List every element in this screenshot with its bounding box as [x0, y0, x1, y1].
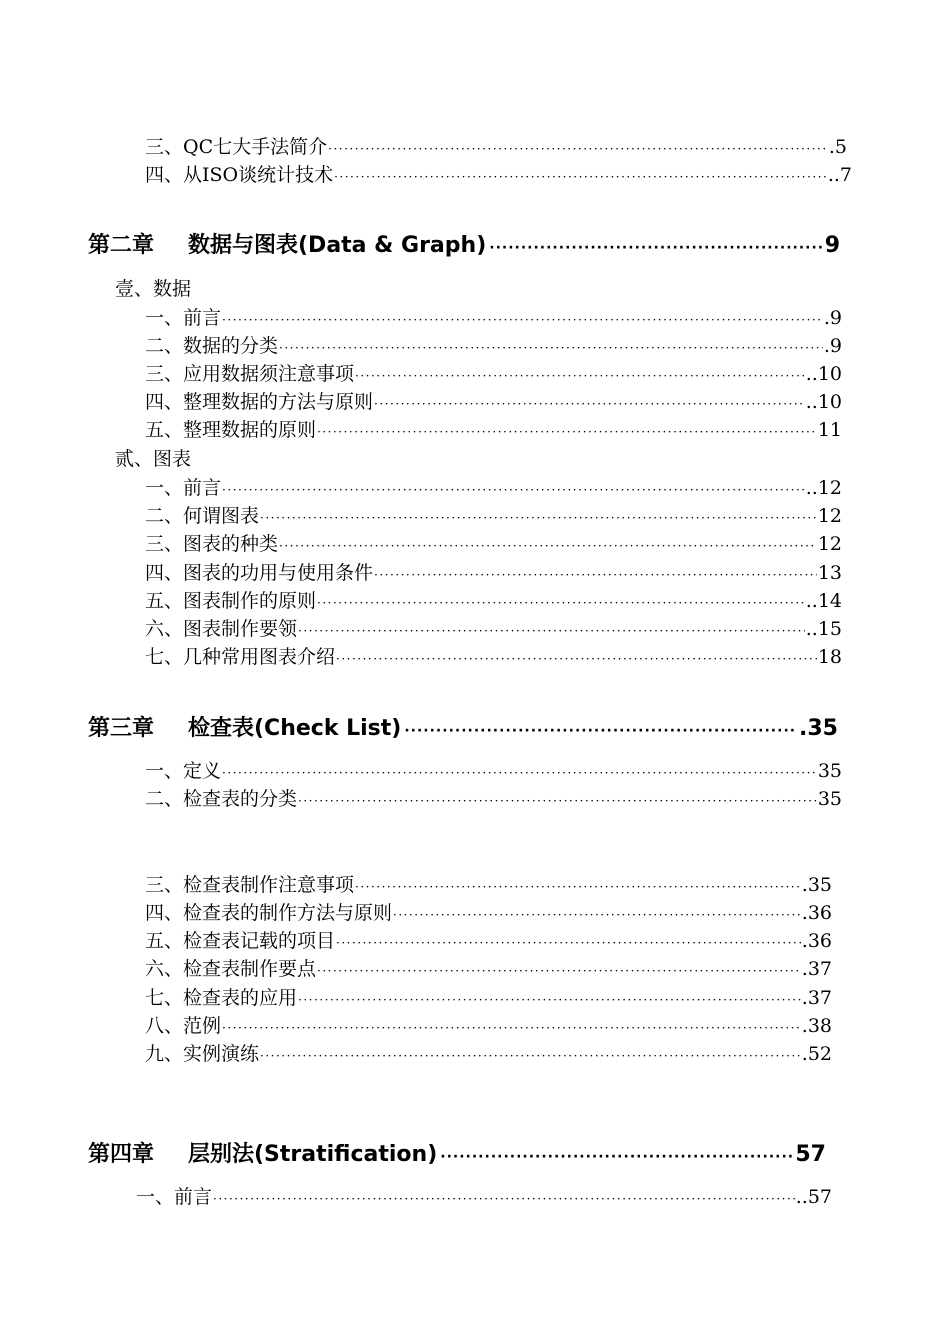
entry-page: 35: [817, 788, 842, 810]
dot-leader: [355, 873, 801, 901]
entry-title: 三、应用数据须注意事项: [145, 363, 355, 385]
entry-page: ..15: [805, 618, 842, 640]
dot-leader: [298, 787, 817, 815]
toc-entry[interactable]: [145, 615, 842, 643]
entry-title: 三、QC七大手法简介: [145, 136, 328, 158]
toc-entry[interactable]: [145, 643, 842, 671]
toc-entry[interactable]: [145, 757, 842, 785]
chapter-title: 层别法(Stratification): [188, 1142, 438, 1167]
dot-leader: [336, 645, 817, 673]
entry-page: 35: [817, 760, 842, 782]
chapter-page: 57: [795, 1142, 826, 1167]
dot-leader: [298, 617, 805, 645]
dot-leader: [260, 504, 817, 532]
chapter-page: .35: [799, 716, 838, 741]
toc-entry[interactable]: [136, 1183, 832, 1211]
entry-page: 11: [817, 419, 842, 441]
chapter-heading[interactable]: [88, 229, 840, 263]
chapter-title: 数据与图表(Data & Graph): [188, 233, 487, 258]
entry-title: 五、图表制作的原则: [145, 590, 317, 612]
toc-entry[interactable]: [145, 899, 832, 927]
entry-page: .5: [828, 136, 847, 158]
entry-page: 13: [817, 562, 842, 584]
entry-title: 五、检查表记载的项目: [145, 930, 336, 952]
entry-title: 三、检查表制作注意事项: [145, 874, 355, 896]
entry-page: 18: [817, 646, 842, 668]
toc-entry[interactable]: [145, 332, 842, 360]
toc-entry[interactable]: [145, 785, 842, 813]
entry-page: .35: [801, 874, 832, 896]
toc-entry[interactable]: [145, 927, 832, 955]
dot-leader: [374, 390, 805, 418]
chapter-heading[interactable]: [88, 712, 838, 746]
toc-entry[interactable]: [145, 984, 832, 1012]
dot-leader: [279, 532, 817, 560]
entry-title: 四、整理数据的方法与原则: [145, 391, 374, 413]
entry-title: 四、检查表的制作方法与原则: [145, 902, 393, 924]
dot-leader: [393, 901, 801, 929]
entry-title: 八、范例: [145, 1015, 222, 1037]
dot-leader: [222, 306, 823, 334]
entry-page: .9: [823, 307, 842, 329]
entry-title: 九、实例演练: [145, 1043, 260, 1065]
toc-entry[interactable]: [145, 416, 842, 444]
toc-entry[interactable]: [145, 502, 842, 530]
toc-entry[interactable]: [145, 559, 842, 587]
entry-page: ..57: [795, 1186, 832, 1208]
chapter-number: 第三章: [88, 716, 155, 741]
section-heading: [115, 275, 191, 303]
entry-title: 六、图表制作要领: [145, 618, 298, 640]
toc-entry[interactable]: [145, 360, 842, 388]
dot-leader: [334, 163, 827, 191]
dot-leader: [298, 986, 801, 1014]
dot-leader: [222, 1014, 801, 1042]
entry-title: 一、定义: [145, 760, 222, 782]
chapter-number: 第四章: [88, 1142, 155, 1167]
entry-title: 六、检查表制作要点: [145, 958, 317, 980]
entry-title: 二、何谓图表: [145, 505, 260, 527]
entry-title: 四、图表的功用与使用条件: [145, 562, 374, 584]
toc-entry[interactable]: [145, 133, 847, 161]
dot-leader: [317, 418, 817, 446]
dot-leader: [374, 561, 817, 589]
dot-leader: [317, 589, 805, 617]
entry-title: 四、从ISO谈统计技术: [145, 164, 334, 186]
entry-page: ..10: [805, 391, 842, 413]
dot-leader: [355, 362, 805, 390]
entry-page: .9: [823, 335, 842, 357]
toc-entry[interactable]: [145, 1040, 832, 1068]
entry-page: .38: [801, 1015, 832, 1037]
section-title: 壹、数据: [115, 278, 192, 300]
entry-title: 七、检查表的应用: [145, 987, 298, 1009]
entry-title: 一、前言: [145, 307, 222, 329]
section-heading: [115, 445, 191, 473]
entry-title: 一、前言: [145, 477, 222, 499]
entry-title: 五、整理数据的原则: [145, 419, 317, 441]
entry-page: ..10: [805, 363, 842, 385]
dot-leader: [489, 231, 821, 265]
chapter-title: 检查表(Check List): [188, 716, 402, 741]
entry-title: 三、图表的种类: [145, 533, 279, 555]
dot-leader: [213, 1185, 795, 1213]
toc-entry[interactable]: [145, 1012, 832, 1040]
toc-entry[interactable]: [145, 530, 842, 558]
entry-page: .37: [801, 958, 832, 980]
dot-leader: [336, 929, 801, 957]
entry-page: 12: [817, 505, 842, 527]
toc-entry[interactable]: [145, 161, 852, 189]
entry-title: 二、数据的分类: [145, 335, 279, 357]
entry-page: .36: [801, 930, 832, 952]
dot-leader: [222, 476, 805, 504]
toc-entry[interactable]: [145, 871, 832, 899]
dot-leader: [440, 1140, 792, 1174]
chapter-number: 第二章: [88, 233, 155, 258]
chapter-page: 9: [824, 233, 840, 258]
chapter-heading[interactable]: [88, 1138, 826, 1172]
dot-leader: [222, 759, 817, 787]
section-title: 贰、图表: [115, 448, 192, 470]
dot-leader: [317, 957, 801, 985]
entry-page: 12: [817, 533, 842, 555]
entry-page: .36: [801, 902, 832, 924]
dot-leader: [328, 135, 828, 163]
dot-leader: [279, 334, 823, 362]
dot-leader: [260, 1042, 801, 1070]
entry-page: ..12: [805, 477, 842, 499]
entry-page: ..14: [805, 590, 842, 612]
entry-page: .37: [801, 987, 832, 1009]
toc-entry[interactable]: [145, 955, 832, 983]
entry-page: ..7: [827, 164, 852, 186]
entry-title: 二、检查表的分类: [145, 788, 298, 810]
entry-title: 一、前言: [136, 1186, 213, 1208]
entry-title: 七、几种常用图表介绍: [145, 646, 336, 668]
entry-page: .52: [801, 1043, 832, 1065]
toc-entry[interactable]: [145, 474, 842, 502]
toc-entry[interactable]: [145, 304, 842, 332]
toc-entry[interactable]: [145, 587, 842, 615]
dot-leader: [404, 714, 796, 748]
toc-entry[interactable]: [145, 388, 842, 416]
